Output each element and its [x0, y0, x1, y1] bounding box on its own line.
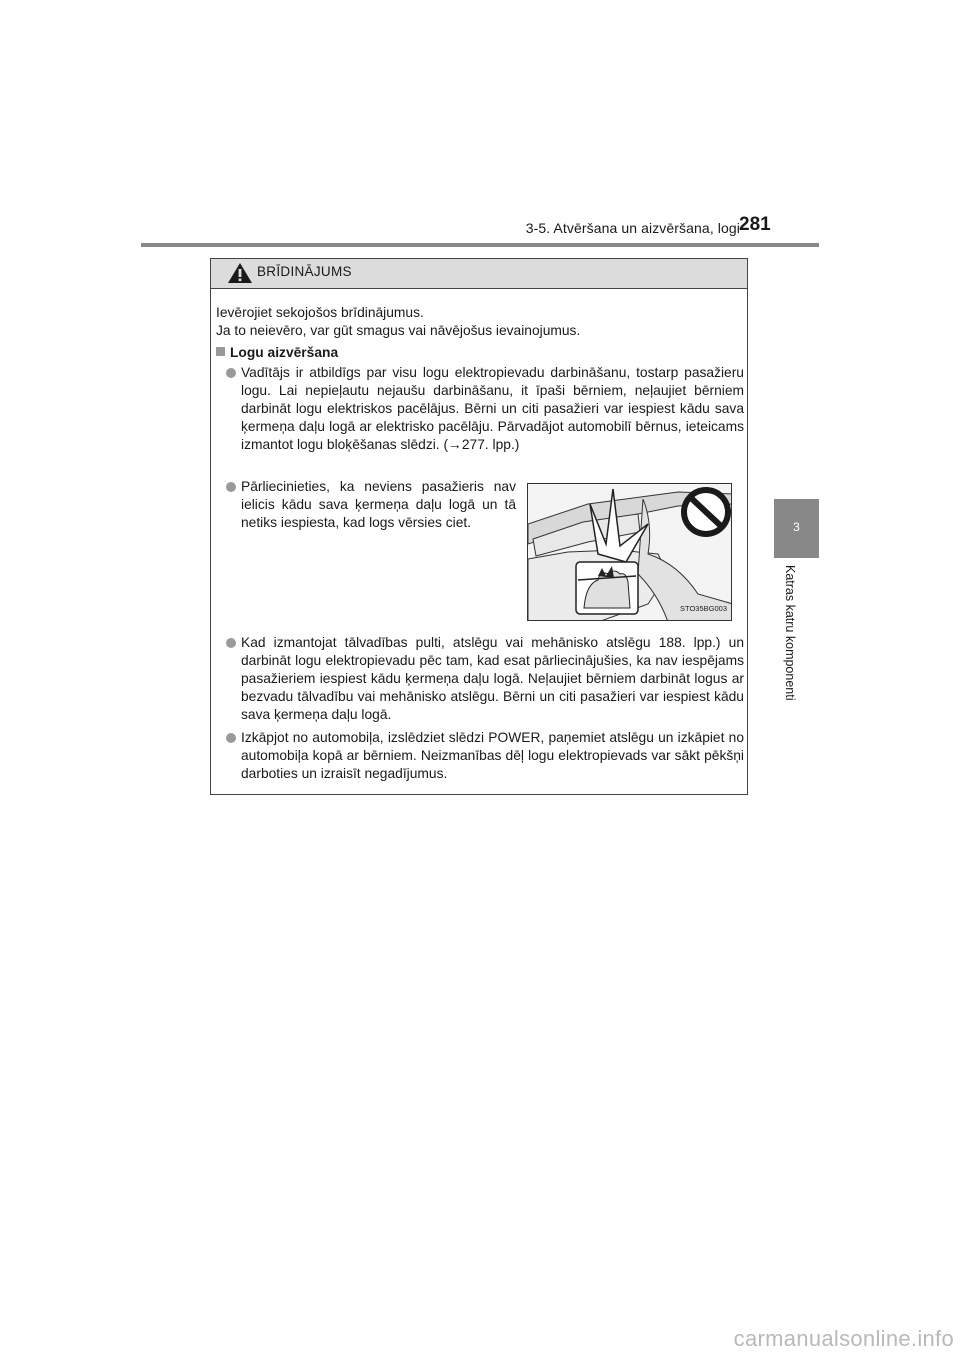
warning-header: [211, 259, 747, 289]
warning-box: [210, 258, 748, 795]
bullet-item: [226, 478, 516, 532]
page-number: 281: [739, 214, 771, 235]
intro-line: Ievērojiet sekojošos brīdinājumus.: [216, 305, 424, 320]
chapter-number: 3: [793, 520, 800, 534]
bullet-item: [226, 634, 744, 724]
bullet-text: Pārliecinieties, ka neviens pasažieris nav ielicis kādu sava ķermeņa daļu logā un tā netiks iespiesta, kad logs vērsies ciet.: [241, 479, 516, 530]
bullet-dot-icon: [226, 368, 236, 378]
bullet-dot-icon: [226, 733, 236, 743]
figure-code: STO35BG003: [680, 604, 727, 613]
chapter-label: Katras katru komponenti: [783, 565, 797, 701]
bullet-item: [226, 729, 744, 783]
warning-triangle-icon: [227, 262, 253, 284]
intro-line: Ja to neievēro, var gūt smagus vai nāvējošus ievainojumus.: [216, 323, 581, 338]
warning-title: BRĪDINĀJUMS: [257, 264, 352, 279]
window-pinch-illustration: [527, 483, 732, 621]
chapter-tab: [774, 499, 819, 558]
bullet-text: Izkāpjot no automobiļa, izslēdziet slēdzi POWER, paņemiet atslēgu un izkāpiet no automobiļa kopā ar bērniem. Neizmanības dēļ logu elektropievads var sākt pēkšņi darboties un izraisīt negadījumus.: [241, 730, 744, 781]
bullet-dot-icon: [226, 482, 236, 492]
watermark: carmanualsonline.info: [733, 1326, 954, 1351]
warning-intro: [216, 304, 741, 340]
bullet-dot-icon: [226, 638, 236, 648]
section-title: 3-5. Atvēršana un aizvēršana, logi: [525, 220, 740, 236]
section-heading: Logu aizvēršana: [216, 344, 338, 362]
bullet-text: Vadītājs ir atbildīgs par visu logu elektropievadu darbināšanu, tostarp pasažieru logu. Lai nepieļautu nejaušu darbināšanu, it īpaši bērniem, neļaujiet bērniem darbināt logu elektriskos pacēlājus. Bērni un citi pasažieri var iespiest kādu sava ķermeņa daļu logā ar elektrisko pacēlāju. Pārvadājot automobilī bērnus, ieteicams izmantot logu bloķēšanas slēdzi. (→277. lpp.): [241, 365, 744, 452]
header-rule: [141, 243, 819, 247]
bullet-text: Kad izmantojat tālvadības pulti, atslēgu vai mehānisko atslēgu 188. lpp.) un darbināt logu elektropievadu pēc tam, kad esat pārliecinājušies, ka nav iespējams pasažieriem iespiest kādu ķermeņa daļu logā. Neļaujiet bērniem darbināt logus ar bezvadu tālvadību vai mehānisko atslēgu. Bērni un citi pasažieri var iespiest kādu sava ķermeņa daļu logā.: [241, 635, 744, 722]
square-bullet-icon: [216, 347, 225, 356]
bullet-item: [226, 364, 744, 454]
